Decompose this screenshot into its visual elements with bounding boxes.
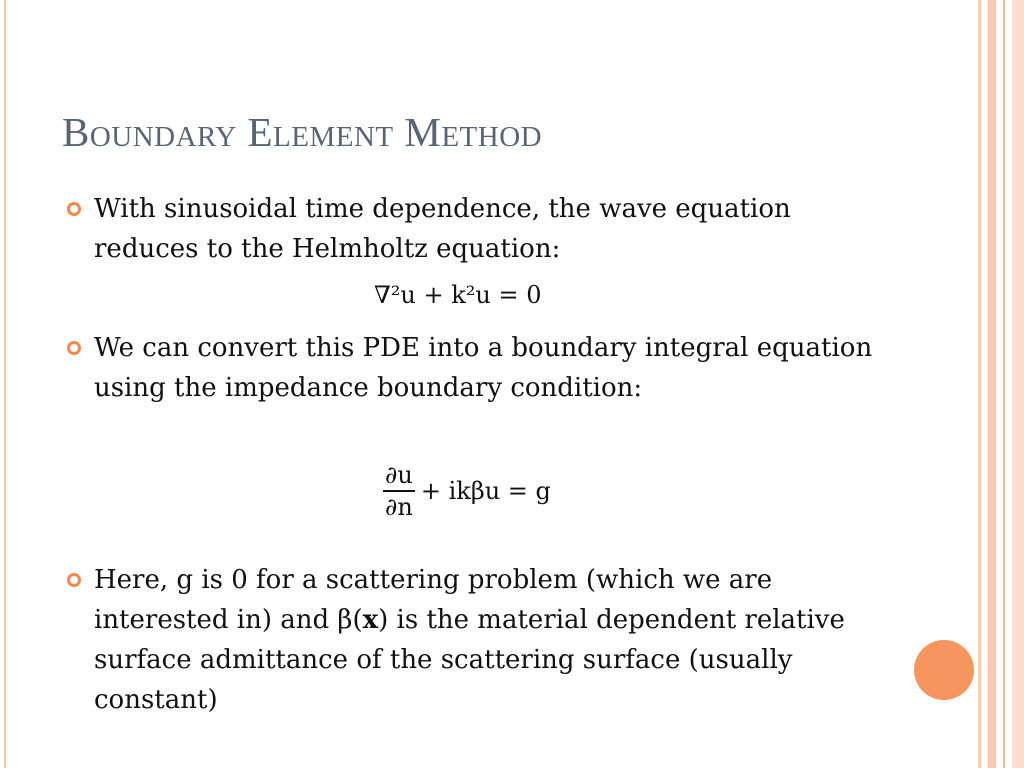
equation-remainder: + ikβu = g	[420, 477, 551, 505]
impedance-boundary-equation	[383, 460, 551, 522]
bullet-text: With sinusoidal time dependence, the wave equation reduces to the Helmholtz equation:	[94, 194, 791, 264]
slide-title: Boundary Element Method	[62, 109, 543, 155]
bullet-marker-icon	[67, 341, 81, 355]
bullet-text-part: Here, g is 0 for a scattering problem (which we are interested in) and β(	[94, 565, 773, 635]
bullet-marker-icon	[67, 202, 81, 216]
right-frame-stripe	[988, 0, 996, 768]
fraction-denominator: ∂n	[385, 493, 413, 521]
right-frame-stripe	[978, 0, 981, 768]
partial-derivative-fraction	[383, 460, 415, 522]
fraction-numerator: ∂u	[383, 460, 415, 492]
bullet-text: We can convert this PDE into a boundary integral equation using the impedance boundary condition:	[94, 333, 873, 403]
right-frame-stripe	[1003, 0, 1005, 768]
bullet-item	[94, 328, 884, 408]
bullet-text-bold: x	[362, 605, 379, 635]
right-frame-stripe	[1012, 0, 1024, 768]
decorative-circle	[914, 640, 974, 700]
helmholtz-equation: ∇²u + k²u = 0	[374, 281, 542, 309]
bullet-marker-icon	[67, 573, 81, 587]
left-frame-line	[4, 0, 6, 768]
bullet-text-part: ) is the material dependent relative surface admittance of the scattering surface (usually constant)	[94, 605, 845, 715]
bullet-item	[94, 560, 884, 720]
bullet-item	[94, 189, 884, 269]
